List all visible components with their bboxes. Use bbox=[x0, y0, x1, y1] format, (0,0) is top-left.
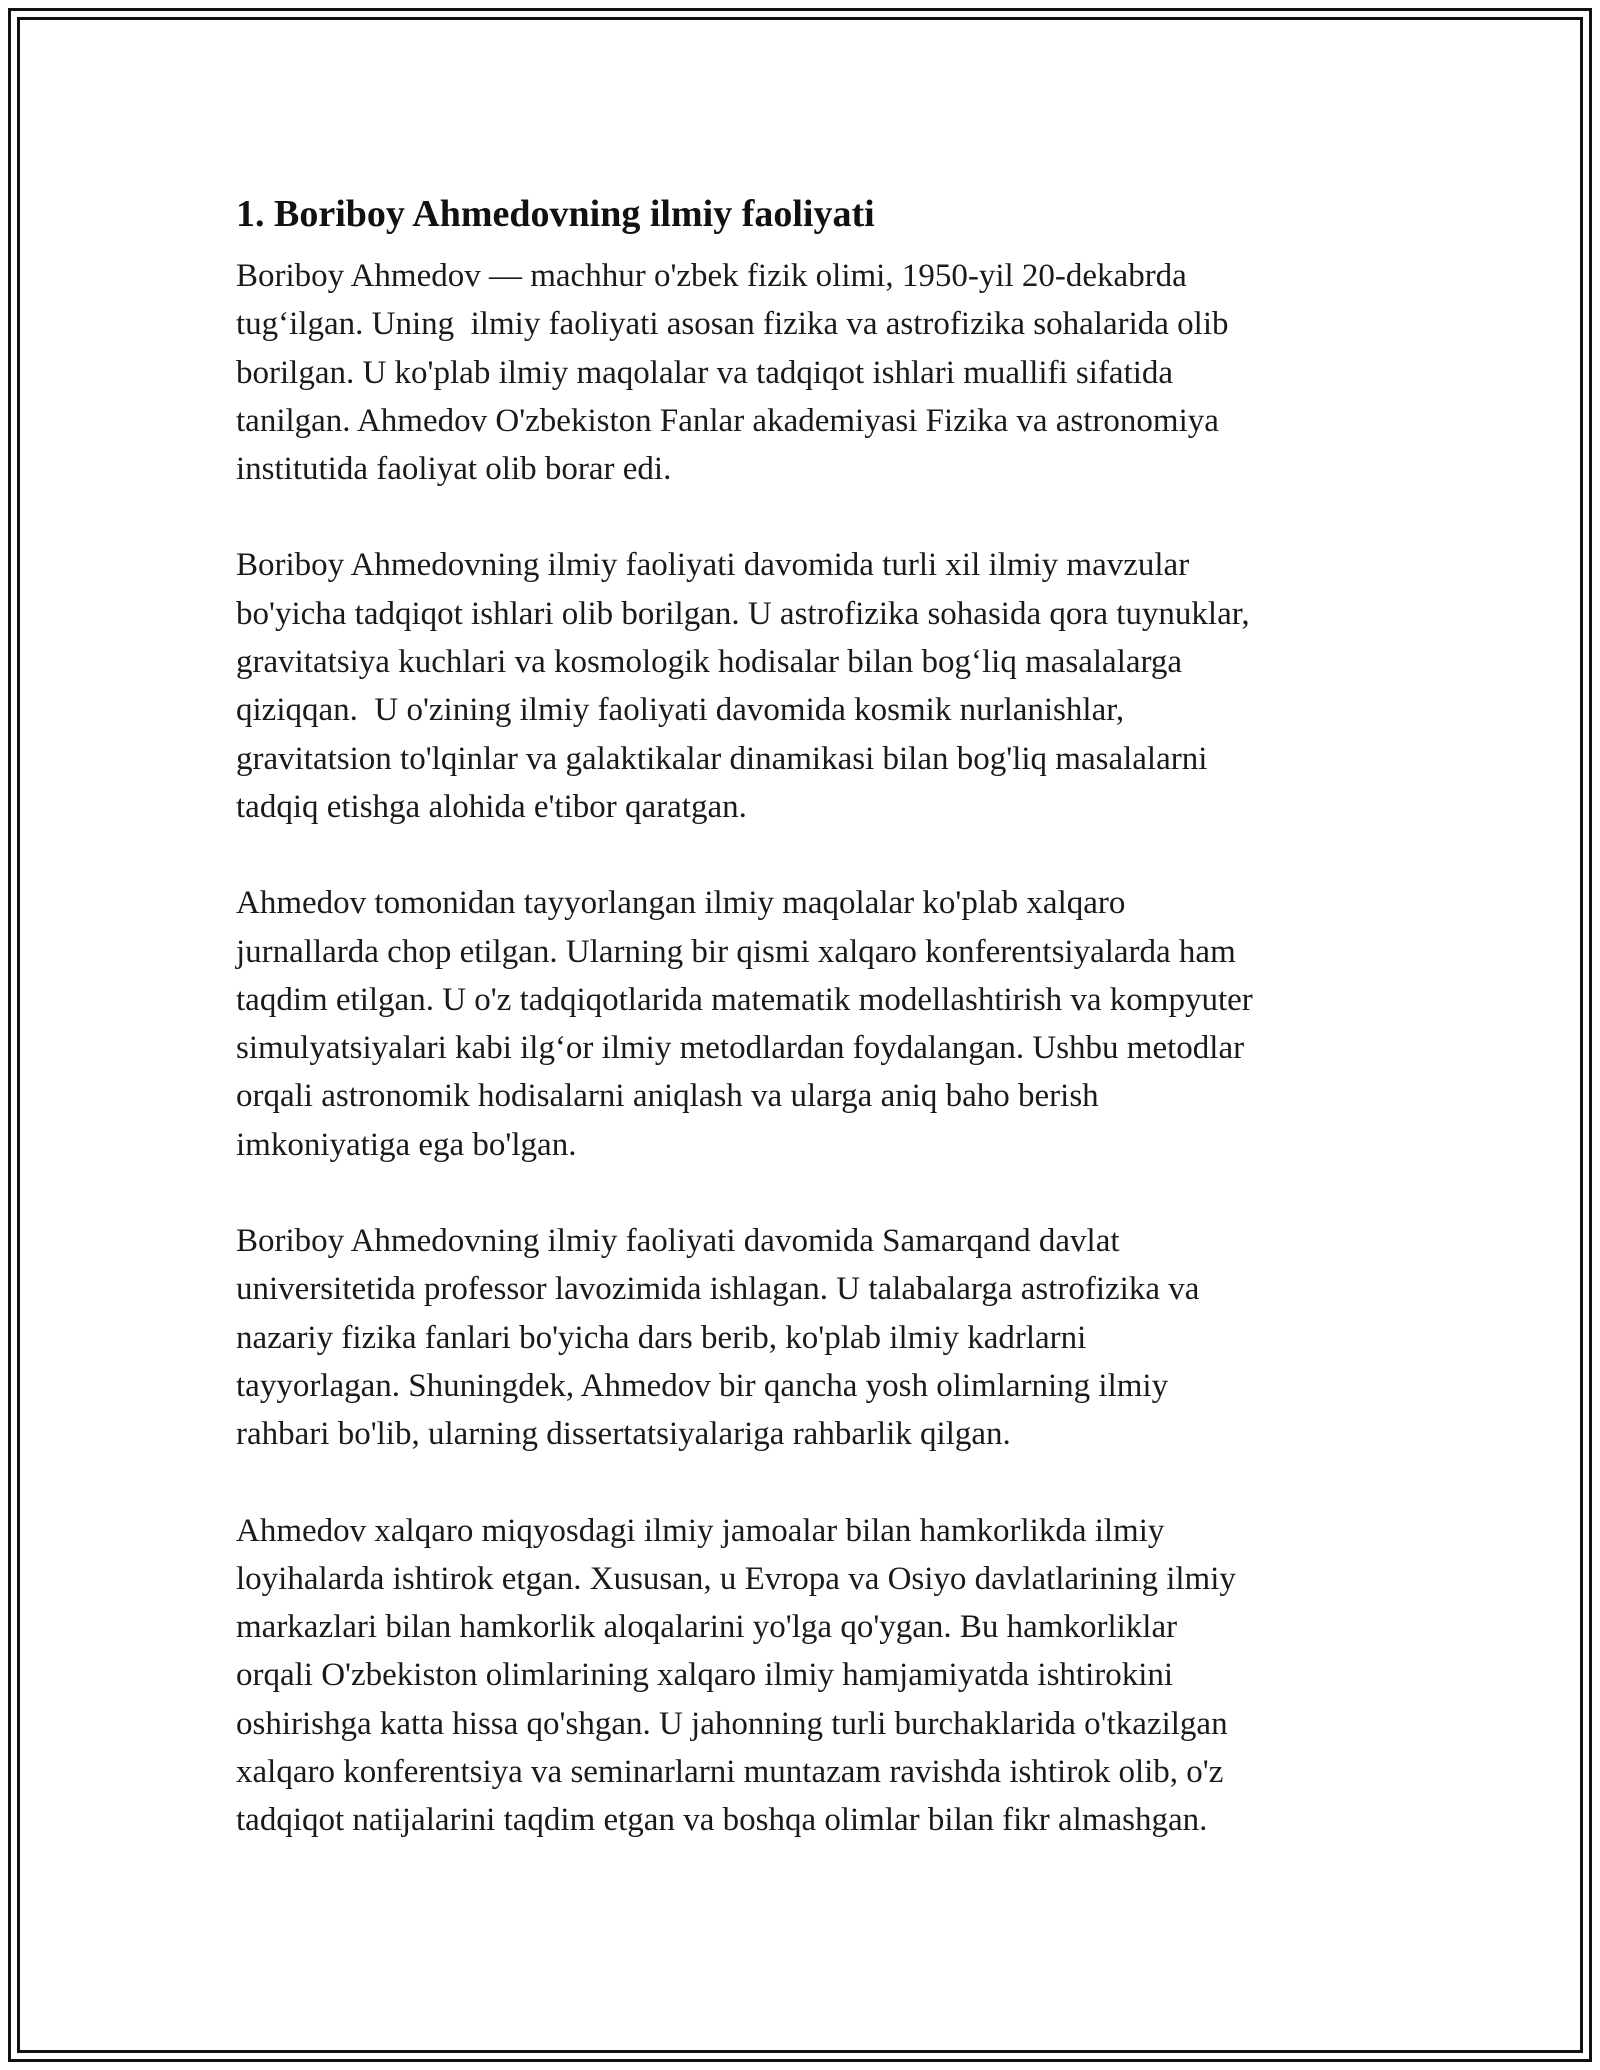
text-line: oshirishga katta hissa qo'shgan. U jahonning turli burchaklarida o'tkazilgan bbox=[236, 1705, 1228, 1742]
text-line: Boriboy Ahmedov — machhur o'zbek fizik olimi, 1950-yil 20-dekabrda bbox=[236, 258, 1187, 294]
text-line: orqali O'zbekiston olimlarining xalqaro ilmiy hamjamiyatda ishtirokini bbox=[236, 1657, 1174, 1694]
text-line: tayyorlagan. Shuningdek, Ahmedov bir qancha yosh olimlarning ilmiy bbox=[236, 1367, 1169, 1404]
text-line: tadqiq etishga alohida e'tibor qaratgan. bbox=[236, 788, 747, 825]
text-line: Ahmedov tomonidan tayyorlangan ilmiy maqolalar ko'plab xalqaro bbox=[236, 885, 1126, 922]
text-line: institutida faoliyat olib borar edi. bbox=[236, 451, 672, 488]
text-line: gravitatsiya kuchlari va kosmologik hodisalar bilan bog‘liq masalalarga bbox=[236, 644, 1183, 681]
document-body bbox=[236, 190, 1386, 1845]
paragraph-1 bbox=[236, 252, 1386, 493]
text-line: universitetida professor lavozimida ishlagan. U talabalarga astrofizika va bbox=[236, 1271, 1200, 1308]
text-line: bo'yicha tadqiqot ishlari olib borilgan. U astrofizika sohasida qora tuynuklar, bbox=[236, 595, 1250, 632]
text-line: tadqiqot natijalarini taqdim etgan va boshqa olimlar bilan fikr almashgan. bbox=[236, 1802, 1208, 1839]
paragraph-4 bbox=[236, 1217, 1386, 1458]
text-line: markazlari bilan hamkorlik aloqalarini yo'lga qo'ygan. Bu hamkorliklar bbox=[236, 1609, 1178, 1646]
text-line: loyihalarda ishtirok etgan. Xususan, u Evropa va Osiyo davlatlarining ilmiy bbox=[236, 1560, 1236, 1597]
paragraph-3 bbox=[236, 879, 1386, 1169]
text-line: gravitatsion to'lqinlar va galaktikalar dinamikasi bilan bog'liq masalalarni bbox=[236, 740, 1208, 777]
paragraph-5 bbox=[236, 1507, 1386, 1845]
text-line: imkoniyatiga ega bo'lgan. bbox=[236, 1126, 577, 1163]
text-line: jurnallarda chop etilgan. Ularning bir qismi xalqaro konferentsiyalarda ham bbox=[236, 933, 1236, 970]
text-line: tug‘ilgan. Uning ilmiy faoliyati asosan fizika va astrofizika sohalarida olib bbox=[236, 306, 1229, 343]
text-line: qiziqqan. U o'zining ilmiy faoliyati davomida kosmik nurlanishlar, bbox=[236, 692, 1125, 729]
text-line: tanilgan. Ahmedov O'zbekiston Fanlar akademiyasi Fizika va astronomiya bbox=[236, 402, 1219, 439]
text-line: simulyatsiyalari kabi ilg‘or ilmiy metodlardan foydalangan. Ushbu metodlar bbox=[236, 1030, 1245, 1067]
text-line: borilgan. U ko'plab ilmiy maqolalar va tadqiqot ishlari muallifi sifatida bbox=[236, 354, 1174, 391]
text-line: Boriboy Ahmedovning ilmiy faoliyati davomida Samarqand davlat bbox=[236, 1223, 1120, 1260]
text-line: nazariy fizika fanlari bo'yicha dars berib, ko'plab ilmiy kadrlarni bbox=[236, 1319, 1087, 1356]
text-line: Ahmedov xalqaro miqyosdagi ilmiy jamoalar bilan hamkorlikda ilmiy bbox=[236, 1512, 1165, 1549]
text-line: taqdim etilgan. U o'z tadqiqotlarida matematik modellashtirish va kompyuter bbox=[236, 981, 1253, 1018]
text-line: rahbari bo'lib, ularning dissertatsiyalariga rahbarlik qilgan. bbox=[236, 1416, 1011, 1453]
text-line: Boriboy Ahmedovning ilmiy faoliyati davomida turli xil ilmiy mavzular bbox=[236, 547, 1190, 584]
paragraph-2 bbox=[236, 541, 1386, 831]
section-heading: 1. Boriboy Ahmedovning ilmiy faoliyati bbox=[236, 193, 875, 235]
text-line: orqali astronomik hodisalarni aniqlash va ularga aniq baho berish bbox=[236, 1078, 1099, 1115]
text-line: xalqaro konferentsiya va seminarlarni muntazam ravishda ishtirok olib, o'z bbox=[236, 1754, 1224, 1791]
